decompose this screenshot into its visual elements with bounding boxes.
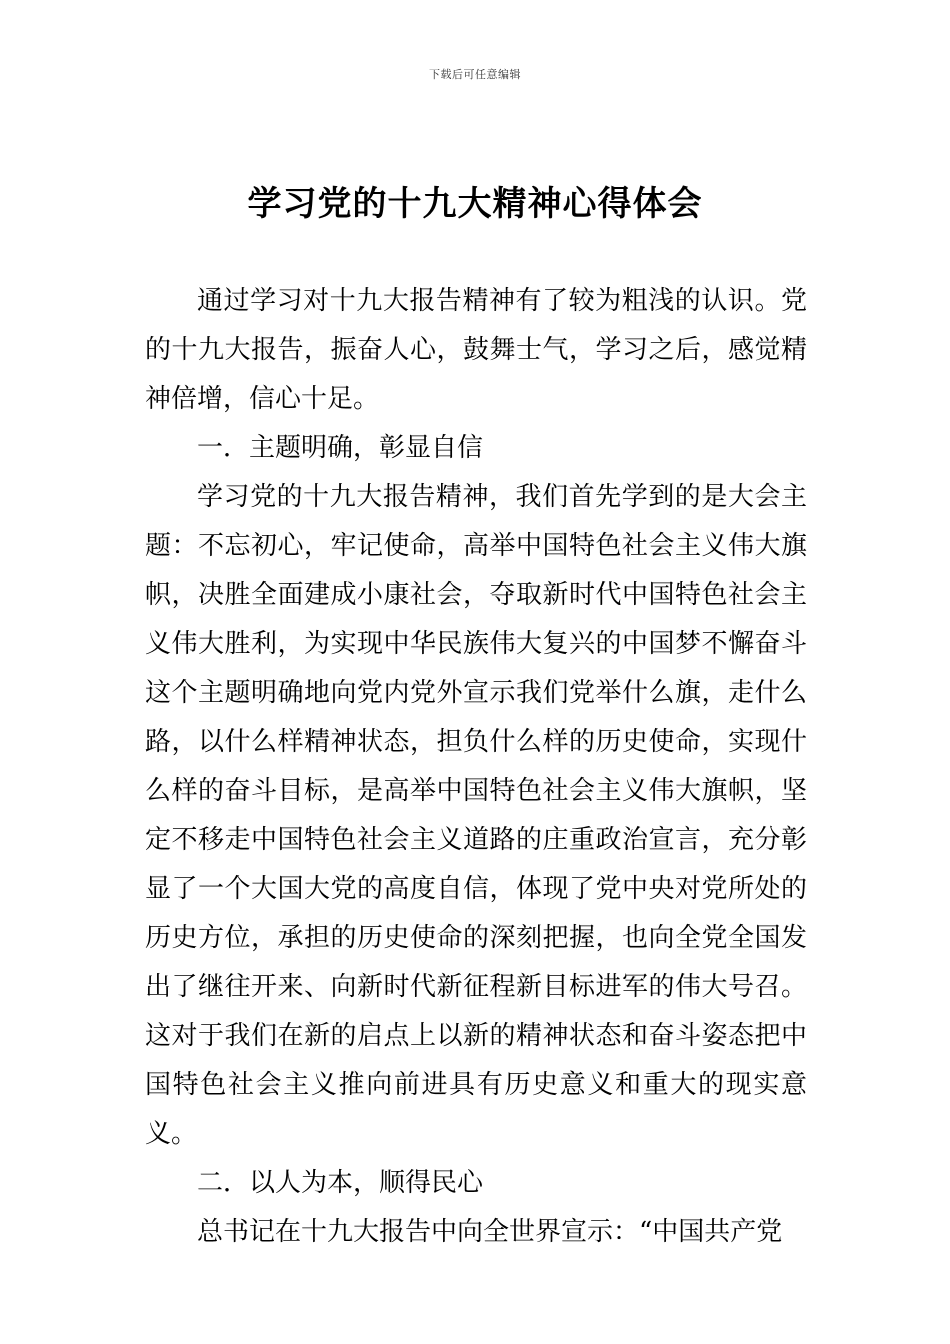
section-heading-2: 二．以人为本，顺得民心 — [197, 1168, 484, 1198]
section-heading-1: 一．主题明确，彰显自信 — [197, 433, 484, 463]
paragraph-section-2: 总书记在十九大报告中向全世界宣示：“中国共产党 — [197, 1217, 783, 1247]
paragraph-section-1: 学习党的十九大报告精神，我们首先学到的是大会主题：不忘初心，牢记使命，高举中国特色社会主义伟大旗帜，决胜全面建成小康社会，夺取新时代中国特色社会主义伟大胜利，为实现中华民族伟大复兴的中国梦不懈奋斗这个主题明确地向党内党外宣示我们党举什么旗，走什么路，以什么样精神状态，担负什么样的历史使命，实现什么样的奋斗目标，是高举中国特色社会主义伟大旗帜，坚定不移走中国特色社会主义道路的庄重政治宣言，充分彰显了一个大国大党的高度自信，体现了党中央对党所处的历史方位，承担的历史使命的深刻把握，也向全党全国发出了继往开来、向新时代新征程新目标进军的伟大号召。这对于我们在新的启点上以新的精神状态和奋斗姿态把中国特色社会主义推向前进具有历史意义和重大的现实意义。 — [145, 482, 807, 1149]
document-title: 学习党的十九大精神心得体会 — [247, 184, 703, 224]
paragraph-intro: 通过学习对十九大报告精神有了较为粗浅的认识。党的十九大报告，振奋人心，鼓舞士气，学习之后，感觉精神倍增，信心十足。 — [145, 286, 807, 414]
document-body — [145, 277, 807, 1257]
header-note: 下载后可任意编辑 — [429, 68, 521, 81]
